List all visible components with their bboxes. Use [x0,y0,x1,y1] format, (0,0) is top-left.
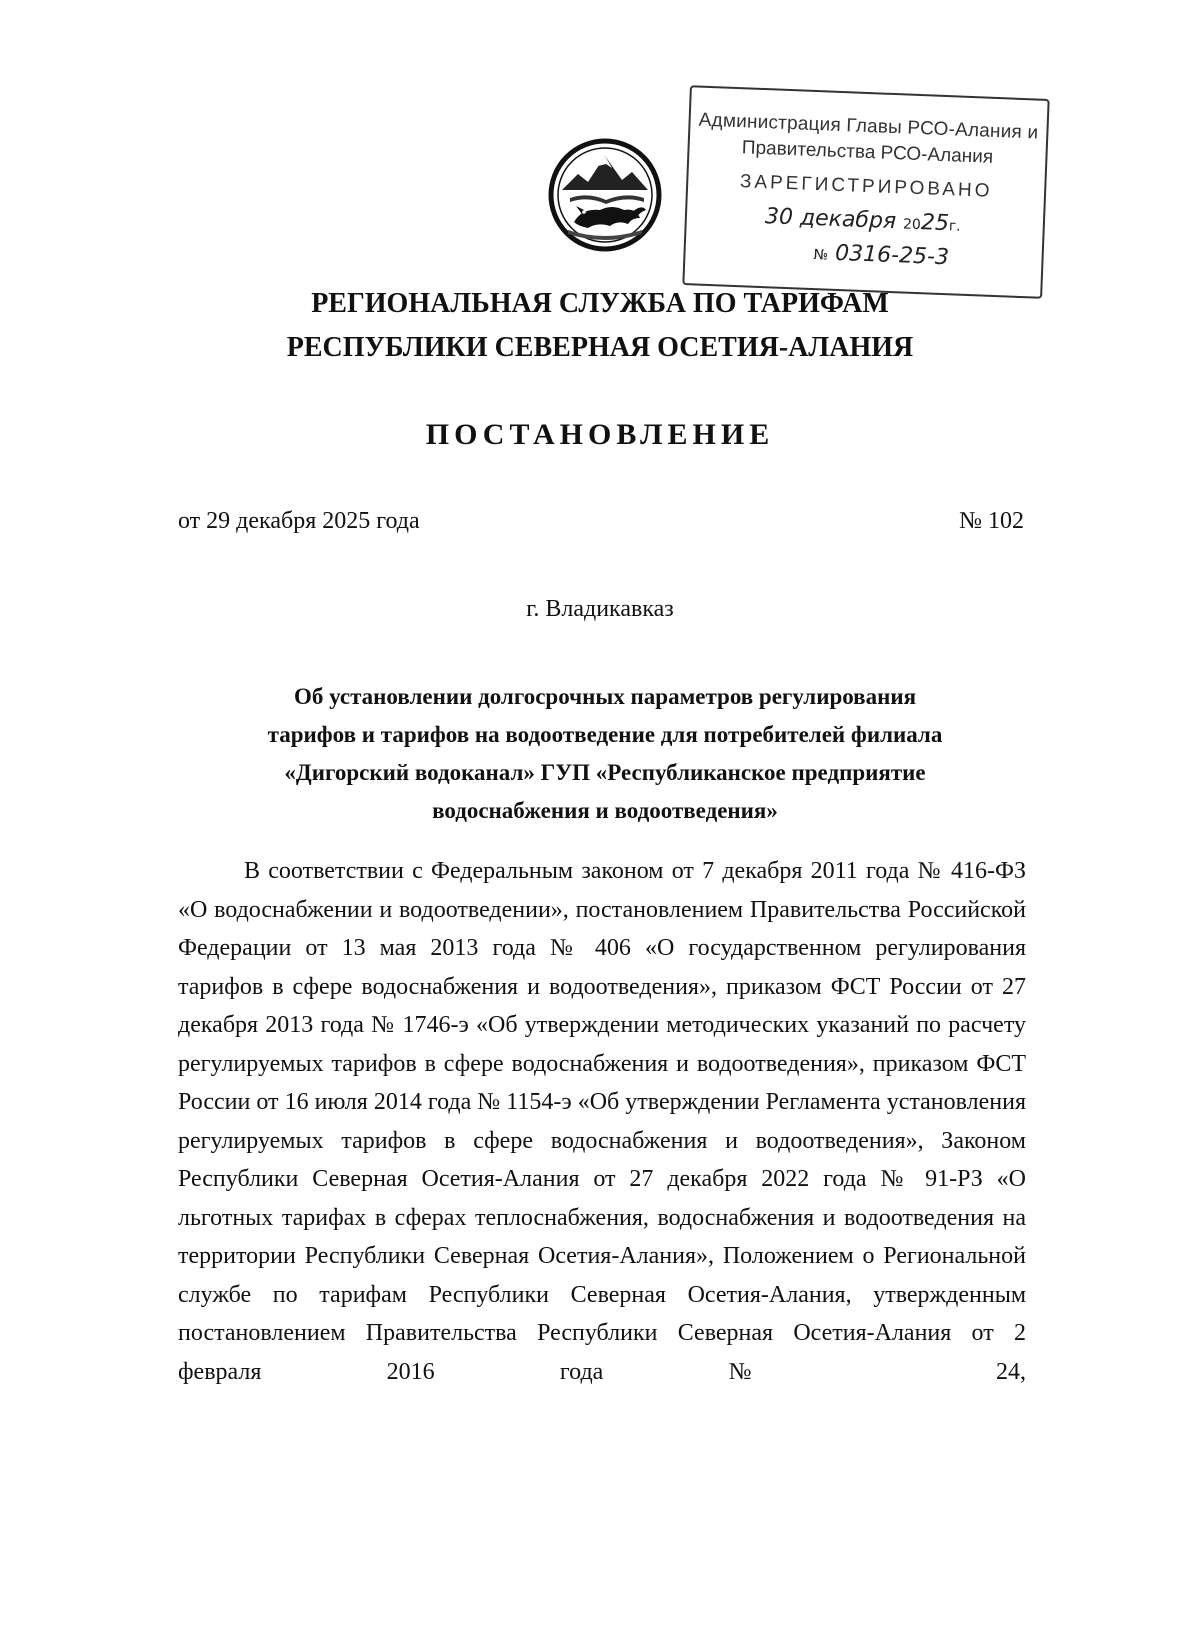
stamp-registration-number [813,240,949,270]
body-paragraph: В соответствии с Федеральным законом от 7 декабря 2011 года № 416-ФЗ «О водоснабжении и водоотведении», постановлением Правительства Российской Федерации от 13 мая 2013 года № 406 «О государственном регулирования тарифов в сфере водоснабжения и водоотведения», приказом ФСТ России от 27 декабря 2013 года № 1746-э «Об утверждении методических указаний по расчету регулируемых тарифов в сфере водоснабжения и водоотведения», приказом ФСТ России от 16 июля 2014 года № 1154-э «Об утверждении Регламента установления регулируемых тарифов в сфере водоснабжения и водоотведения», Законом Республики Северная Осетия-Алания от 27 декабря 2022 года № 91-РЗ «О льготных тарифах в сферах теплоснабжения, водоснабжения и водоотведения на территории Республики Северная Осетия-Алания», Положением о Региональной службе по тарифам Республики Северная Осетия-Алания, утвержденным постановлением Правительства Республики Северная Осетия-Алания от 2 февраля 2016 года № 24, [178,858,1026,1385]
organization-name-line2: РЕСПУБЛИКИ СЕВЕРНАЯ ОСЕТИЯ-АЛАНИЯ [286,332,914,363]
document-date: от 29 декабря 2025 года [178,508,420,534]
subject-line: водоснабжения и водоотведения» [432,798,778,823]
document-number: № 102 [959,508,1024,534]
stamp-registered-label: ЗАРЕГИСТРИРОВАНО [739,171,993,202]
subject-line: «Дигорский водоканал» ГУП «Республиканское предприятие [284,760,926,785]
subject-line: тарифов и тарифов на водоотведение для потребителей филиала [267,722,943,747]
registration-stamp [682,85,1049,299]
stamp-date-handwritten: 30 декабря [764,204,897,235]
stamp-number-handwritten: 0316-25-3 [834,240,950,271]
stamp-authority-line2: Правительства РСО-Алания [741,137,994,168]
coat-of-arms-emblem [548,138,662,252]
coat-of-arms-icon [548,138,662,252]
subject-line: Об установлении долгосрочных параметров регулирования [293,684,917,709]
document-type-title: ПОСТАНОВЛЕНИЕ [425,418,775,451]
stamp-registration-date [764,204,961,237]
stamp-number-prefix: № [813,247,829,264]
stamp-year-suffix: г. [948,218,961,235]
organization-name-line1: РЕГИОНАЛЬНАЯ СЛУЖБА ПО ТАРИФАМ [311,288,889,319]
document-subject [210,678,1000,830]
stamp-year-prefix: 20 [902,216,922,234]
stamp-year-handwritten: 25 [920,210,950,237]
stamp-authority-line1: Администрация Главы РСО-Алания и [698,109,1039,144]
document-city: г. Владикавказ [526,596,674,622]
